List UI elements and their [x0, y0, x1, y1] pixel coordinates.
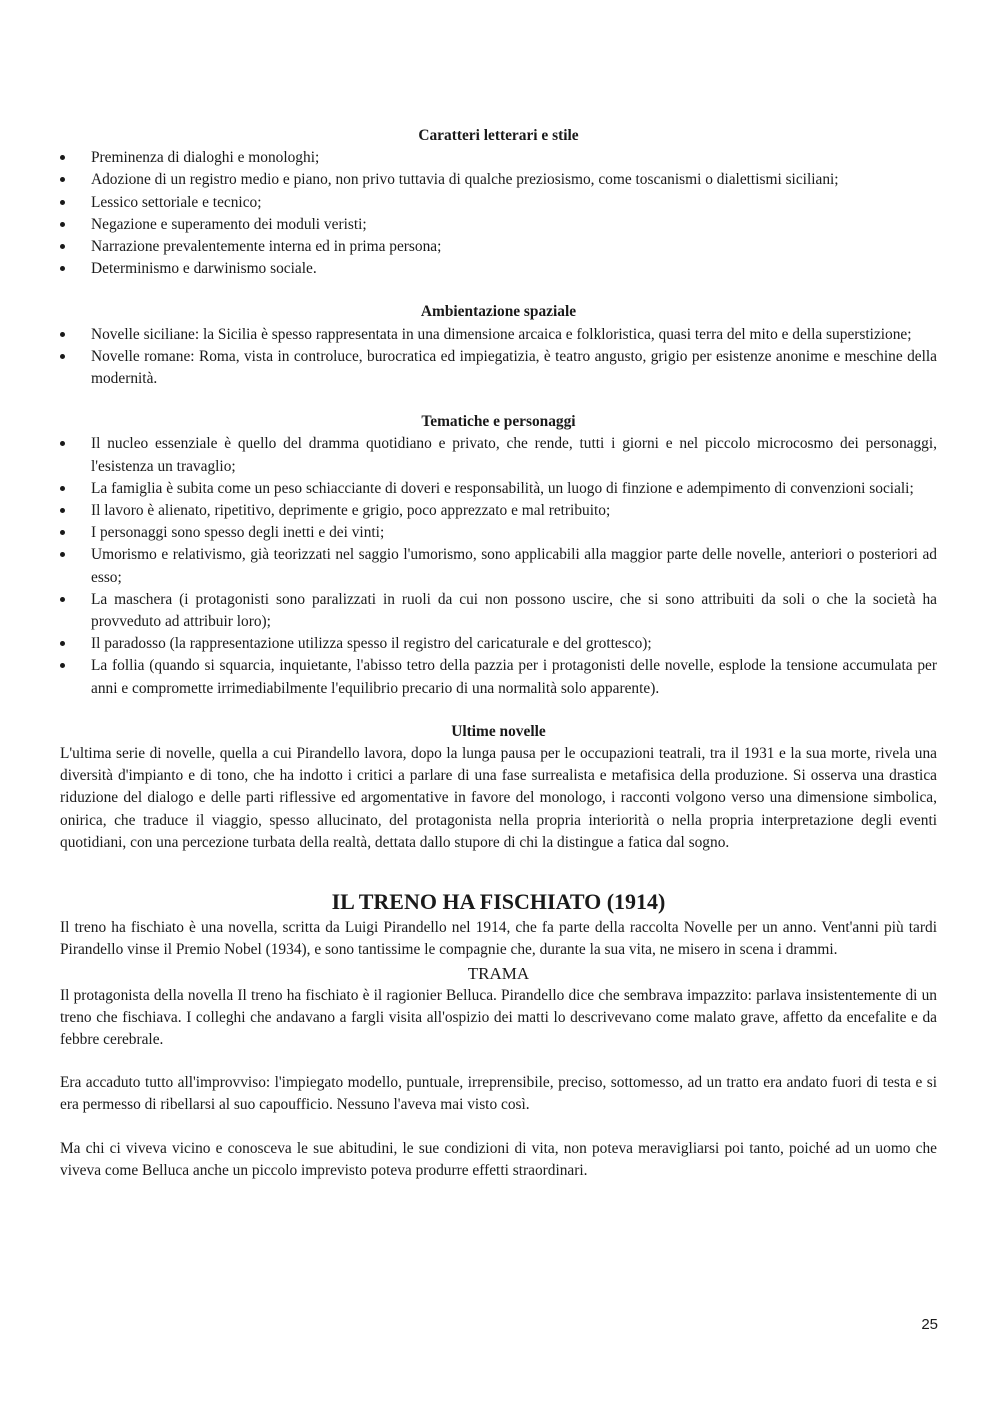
bullet-icon — [60, 552, 65, 557]
bullet-icon — [60, 530, 65, 535]
list-item-text: Novelle siciliane: la Sicilia è spesso rappresentata in una dimensione arcaica e folkloristica, quasi terra del mito e della superstizione; — [91, 325, 912, 343]
list-item — [60, 500, 937, 522]
list-item — [60, 147, 937, 169]
list-item — [60, 192, 937, 214]
list-item-text: Preminenza di dialoghi e monologhi; — [91, 149, 320, 167]
list-item — [60, 589, 937, 633]
section-tematiche — [60, 411, 937, 700]
bullet-icon — [60, 266, 65, 271]
section-ambientazione — [60, 301, 937, 390]
page-number: 25 — [921, 1316, 938, 1333]
list-item-text: Il paradosso (la rappresentazione utilizza spesso il registro del caricaturale e del grottesco); — [91, 635, 652, 653]
bullet-icon — [60, 155, 65, 160]
bullet-icon — [60, 641, 65, 646]
bullet-list — [60, 433, 937, 699]
chapter-title: IL TRENO HA FISCHIATO (1914) — [331, 889, 666, 915]
list-item-text: Il nucleo essenziale è quello del dramma quotidiano e privato, che rende, tutti i giorni e nel piccolo microcosmo dei personaggi, l'esistenza un travaglio; — [91, 435, 937, 475]
list-item — [60, 169, 937, 191]
bullet-list — [60, 147, 937, 280]
paragraph: Era accaduto tutto all'improvviso: l'impiegato modello, puntuale, irreprensibile, preciso, sottomesso, ad un tratto era andato fuori di testa e si era permesso di ribellarsi al suo capoufficio. Nessuno l'aveva mai visto così. — [60, 1074, 937, 1114]
section-il-treno — [60, 887, 937, 1182]
list-item — [60, 433, 937, 477]
paragraph: L'ultima serie di novelle, quella a cui Pirandello lavora, dopo la lunga pausa per le occupazioni teatrali, tra il 1931 e la sua morte, rivela una diversità d'impianto e di tono, che ha indotto i critici a parlare di una fase surrealista e metafisica della produzione. Si osserva una drastica riduzione del dialogo e delle parti riflessive ed argomentative in favore del monologo, i racconti volgono verso una dimensione simbolica, onirica, che traduce il viaggio, spesso allucinato, del protagonista nella propria interiorità o nella propria interpretazione degli eventi quotidiani, con una percezione turbata della realtà, dettata dallo stupore di chi la distingue a fatica dal sogno. — [60, 745, 937, 851]
list-item-text: Il lavoro è alienato, ripetitivo, deprimente e grigio, poco apprezzato e mal retribuito; — [91, 502, 611, 520]
list-item-text: I personaggi sono spesso degli inetti e dei vinti; — [91, 524, 385, 542]
document-page — [60, 125, 937, 1182]
list-item — [60, 324, 937, 346]
paragraph: Il protagonista della novella Il treno ha fischiato è il ragionier Belluca. Pirandello dice che sembrava impazzito: parlava insistentemente di un treno che fischiava. I colleghi che andavano a fargli visita all'ospizio dei matti lo descrivevano come malato grave, affetto da encefalite e da febbre cerebrale. — [60, 986, 937, 1048]
section-ultime-novelle — [60, 721, 937, 854]
bullet-icon — [60, 244, 65, 249]
list-item-text: La maschera (i protagonisti sono paralizzati in ruoli da cui non possono uscire, che si sono attribuiti da soli o che la società ha provveduto ad attribuir loro); — [91, 590, 937, 631]
bullet-icon — [60, 222, 65, 227]
list-item-text: Narrazione prevalentemente interna ed in prima persona; — [91, 238, 442, 256]
intro-paragraph: Il treno ha fischiato è una novella, scritta da Luigi Pirandello nel 1914, che fa parte della raccolta Novelle per un anno. Vent'anni più tardi Pirandello vinse il Premio Nobel (1934), e sono tantissime le compagnie che, durante la sua vita, ne misero in scena i drammi. — [60, 919, 937, 959]
section-title: Ultime novelle — [451, 722, 546, 740]
list-item-text: Novelle romane: Roma, vista in controluce, burocratica ed impiegatizia, è teatro angusto, grigio per esistenze anonime e meschine della modernità. — [91, 347, 937, 388]
bullet-icon — [60, 663, 65, 668]
list-item-text: La follia (quando si squarcia, inquietante, l'abisso tetro della pazzia per i protagonisti delle novelle, esplode la tensione accumulata per anni e compromette irrimediabilmente l'equilibrio precario di una normalità solo apparente). — [91, 657, 937, 697]
list-item — [60, 633, 937, 655]
list-item — [60, 544, 937, 588]
list-item — [60, 655, 937, 699]
list-item — [60, 478, 937, 500]
list-item — [60, 258, 937, 280]
bullet-icon — [60, 441, 65, 446]
list-item-text: Umorismo e relativismo, già teorizzati nel saggio l'umorismo, sono applicabili alla maggior parte delle novelle, anteriori o posteriori ad esso; — [91, 546, 937, 586]
list-item — [60, 522, 937, 544]
bullet-icon — [60, 508, 65, 513]
section-title: Tematiche e personaggi — [421, 413, 576, 431]
trama-title: TRAMA — [467, 963, 530, 983]
list-item — [60, 236, 937, 258]
bullet-icon — [60, 200, 65, 205]
bullet-icon — [60, 354, 65, 359]
bullet-icon — [60, 597, 65, 602]
bullet-list — [60, 324, 937, 391]
list-item-text: Lessico settoriale e tecnico; — [91, 193, 262, 211]
section-title: Ambientazione spaziale — [420, 303, 577, 321]
list-item — [60, 346, 937, 390]
list-item-text: La famiglia è subita come un peso schiacciante di doveri e responsabilità, un luogo di finzione e adempimento di convenzioni sociali; — [91, 479, 914, 497]
list-item — [60, 214, 937, 236]
paragraph: Ma chi ci viveva vicino e conosceva le sue abitudini, le sue condizioni di vita, non poteva meravigliarsi poi tanto, poiché ad un uomo che viveva come Belluca anche un piccolo imprevisto poteva produrre effetti straordinari. — [60, 1139, 937, 1179]
list-item-text: Adozione di un registro medio e piano, non privo tuttavia di qualche preziosismo, come toscanismi o dialettismi siciliani; — [91, 171, 839, 189]
list-item-text: Negazione e superamento dei moduli veristi; — [91, 215, 367, 233]
list-item-text: Determinismo e darwinismo sociale. — [91, 260, 317, 278]
bullet-icon — [60, 486, 65, 491]
bullet-icon — [60, 177, 65, 182]
section-caratteri — [60, 125, 937, 280]
section-title: Caratteri letterari e stile — [418, 127, 579, 144]
bullet-icon — [60, 332, 65, 337]
